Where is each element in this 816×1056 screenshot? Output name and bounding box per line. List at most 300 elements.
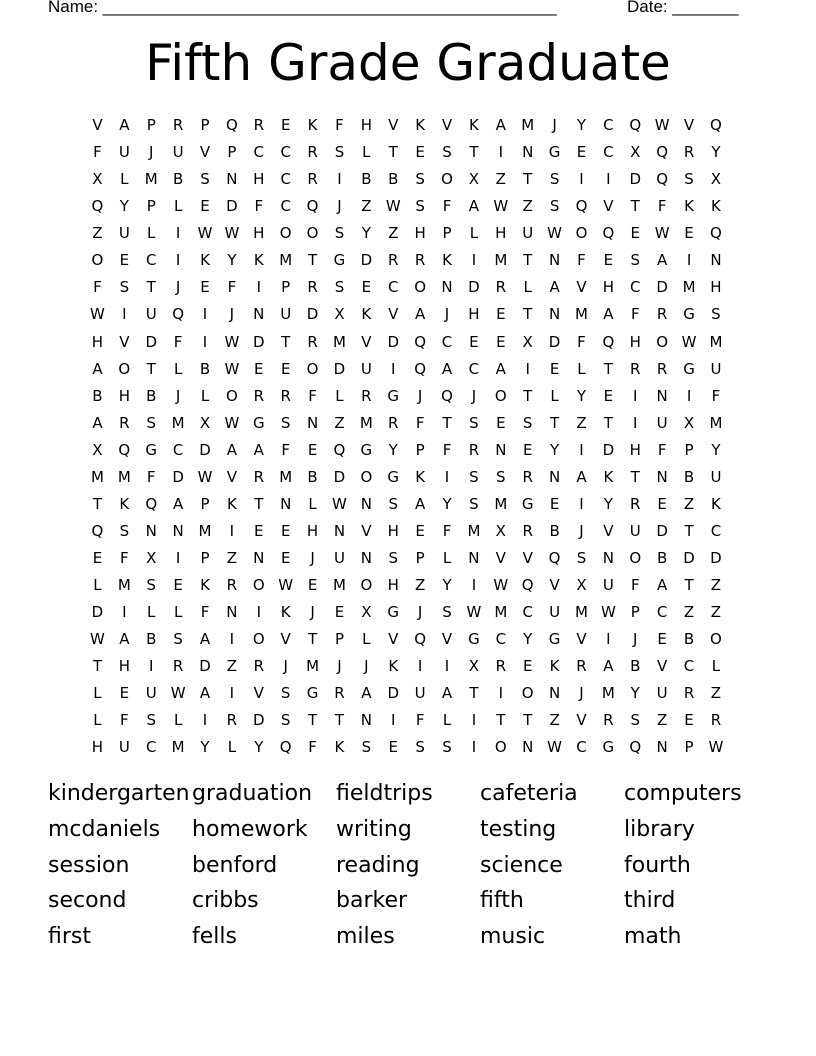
- grid-letter: S: [146, 413, 156, 432]
- name-field: Name: ________________________________________________: [48, 0, 557, 16]
- grid-letter: I: [391, 359, 396, 378]
- grid-letter: Y: [254, 738, 264, 757]
- grid-letter: F: [120, 711, 129, 730]
- grid-letter: I: [256, 603, 261, 622]
- grid-letter: E: [603, 386, 614, 405]
- grid-letter: F: [630, 576, 640, 595]
- grid-letter: R: [414, 251, 426, 270]
- grid-letter: Y: [576, 386, 587, 405]
- grid-letter: V: [361, 521, 372, 540]
- grid-letter: Q: [414, 332, 427, 351]
- grid-letter: T: [92, 657, 103, 676]
- grid-letter: M: [332, 576, 346, 595]
- grid-letter: X: [92, 440, 103, 459]
- grid-letter: O: [710, 630, 722, 649]
- word-bank-item: first: [48, 924, 91, 950]
- grid-letter: B: [172, 170, 184, 189]
- grid-letter: I: [229, 630, 235, 649]
- grid-letter: V: [199, 143, 211, 162]
- grid-letter: K: [684, 197, 694, 216]
- grid-letter: Q: [575, 197, 588, 216]
- grid-letter: E: [415, 143, 425, 162]
- grid-letter: P: [146, 116, 156, 134]
- grid-letter: C: [656, 603, 668, 622]
- grid-letter: P: [200, 494, 210, 513]
- grid-letter: V: [683, 116, 695, 134]
- grid-letter: Y: [603, 494, 613, 513]
- grid-letter: U: [172, 143, 184, 162]
- grid-letter: W: [493, 197, 509, 216]
- grid-letter: Y: [361, 224, 371, 243]
- grid-letter: W: [600, 603, 616, 622]
- grid-letter: A: [657, 576, 668, 595]
- grid-letter: I: [417, 657, 423, 676]
- grid-letter: N: [522, 738, 534, 757]
- grid-letter: E: [254, 521, 264, 540]
- grid-letter: A: [603, 657, 614, 676]
- grid-letter: C: [280, 143, 291, 162]
- word-bank-item: fells: [192, 924, 237, 950]
- grid-letter: M: [575, 603, 588, 622]
- grid-letter: N: [253, 305, 265, 324]
- grid-letter: C: [683, 657, 695, 676]
- grid-letter: V: [522, 549, 533, 567]
- grid-letter: U: [145, 684, 157, 703]
- grid-letter: E: [280, 521, 291, 540]
- grid-letter: I: [633, 413, 638, 432]
- grid-letter: R: [522, 467, 533, 486]
- grid-letter: Q: [118, 440, 131, 459]
- grid-letter: Y: [442, 494, 452, 513]
- grid-letter: O: [279, 224, 292, 243]
- grid-letter: Q: [441, 386, 453, 405]
- grid-letter: P: [334, 630, 344, 649]
- grid-letter: Z: [334, 413, 345, 432]
- grid-letter: E: [280, 549, 291, 567]
- grid-letter: T: [684, 576, 694, 595]
- grid-letter: X: [630, 143, 641, 162]
- grid-letter: S: [280, 684, 291, 703]
- grid-letter: L: [93, 711, 102, 730]
- grid-letter: H: [118, 386, 130, 405]
- grid-letter: B: [361, 170, 372, 189]
- grid-letter: S: [334, 278, 345, 297]
- grid-letter: D: [602, 440, 615, 459]
- grid-letter: O: [414, 278, 427, 297]
- word-bank-item: writing: [336, 816, 412, 842]
- grid-letter: C: [495, 630, 507, 649]
- grid-letter: S: [280, 413, 291, 432]
- grid-letter: N: [656, 386, 668, 405]
- grid-letter: I: [471, 738, 477, 757]
- grid-letter: A: [603, 305, 614, 324]
- grid-letter: N: [360, 549, 372, 567]
- grid-letter: V: [603, 521, 614, 540]
- grid-letter: P: [281, 278, 291, 297]
- grid-letter: I: [471, 711, 477, 730]
- grid-letter: C: [603, 116, 614, 134]
- grid-letter: E: [684, 711, 694, 730]
- grid-letter: I: [606, 630, 611, 649]
- grid-letter: K: [711, 197, 721, 216]
- grid-letter: S: [469, 494, 479, 513]
- grid-letter: S: [549, 197, 560, 216]
- grid-letter: Q: [548, 549, 561, 567]
- grid-letter: E: [603, 251, 614, 270]
- grid-letter: J: [633, 630, 638, 649]
- grid-letter: S: [684, 170, 694, 189]
- grid-letter: F: [657, 440, 667, 459]
- grid-letter: M: [521, 116, 535, 134]
- grid-letter: B: [683, 467, 695, 486]
- grid-letter: F: [93, 278, 102, 297]
- grid-letter: F: [120, 549, 129, 567]
- page-title: Fifth Grade Graduate: [145, 34, 671, 92]
- grid-letter: I: [229, 521, 235, 540]
- grid-letter: R: [253, 386, 264, 405]
- grid-letter: C: [603, 143, 614, 162]
- grid-letter: Q: [91, 521, 104, 540]
- grid-letter: J: [444, 305, 450, 324]
- grid-letter: W: [197, 467, 213, 486]
- grid-letter: R: [307, 332, 318, 351]
- grid-letter: M: [117, 576, 131, 595]
- grid-letter: M: [601, 684, 615, 703]
- grid-letter: S: [630, 251, 641, 270]
- grid-letter: F: [415, 711, 425, 730]
- grid-letter: X: [468, 170, 480, 189]
- grid-letter: H: [360, 116, 372, 134]
- grid-letter: E: [549, 494, 560, 513]
- grid-letter: E: [496, 305, 506, 324]
- word-bank-item: music: [480, 924, 546, 950]
- grid-letter: M: [709, 332, 723, 351]
- grid-letter: Q: [91, 197, 104, 216]
- grid-letter: C: [710, 521, 722, 540]
- grid-letter: B: [630, 657, 641, 676]
- grid-letter: N: [172, 521, 184, 540]
- grid-letter: J: [149, 143, 154, 162]
- grid-letter: H: [629, 440, 641, 459]
- word-bank-item: fieldtrips: [336, 781, 433, 806]
- grid-letter: D: [387, 684, 400, 703]
- grid-letter: L: [200, 386, 210, 405]
- grid-letter: M: [306, 657, 320, 676]
- grid-letter: T: [254, 494, 264, 513]
- grid-letter: M: [171, 413, 185, 432]
- word-bank-item: barker: [336, 888, 408, 914]
- grid-letter: N: [226, 603, 238, 622]
- grid-letter: Z: [226, 549, 238, 567]
- grid-letter: X: [468, 657, 480, 676]
- grid-letter: E: [415, 521, 425, 540]
- grid-letter: G: [683, 359, 695, 378]
- grid-letter: Q: [225, 116, 238, 134]
- date-field: Date: _______: [627, 0, 739, 16]
- grid-letter: T: [523, 711, 533, 730]
- grid-letter: A: [119, 116, 130, 134]
- grid-letter: G: [252, 413, 265, 432]
- grid-letter: R: [334, 684, 345, 703]
- grid-letter: S: [361, 738, 372, 757]
- grid-letter: O: [306, 359, 319, 378]
- grid-letter: R: [683, 143, 695, 162]
- grid-letter: T: [496, 711, 506, 730]
- grid-letter: A: [495, 359, 506, 378]
- grid-letter: G: [387, 467, 400, 486]
- grid-letter: X: [495, 521, 506, 540]
- grid-letter: R: [388, 251, 399, 270]
- grid-letter: I: [579, 170, 584, 189]
- grid-letter: L: [120, 170, 129, 189]
- grid-letter: D: [199, 440, 211, 459]
- grid-letter: H: [387, 521, 399, 540]
- grid-letter: O: [441, 170, 453, 189]
- grid-letter: U: [414, 684, 426, 703]
- word-bank-item: mcdaniels: [48, 816, 161, 842]
- grid-letter: L: [469, 224, 479, 243]
- grid-letter: I: [633, 386, 638, 405]
- grid-letter: K: [388, 657, 399, 676]
- grid-letter: N: [360, 494, 372, 513]
- grid-letter: G: [683, 305, 695, 324]
- grid-letter: Z: [495, 170, 506, 189]
- grid-letter: G: [602, 738, 615, 757]
- grid-letter: A: [92, 359, 103, 378]
- grid-letter: D: [656, 521, 668, 540]
- grid-letter: K: [361, 305, 372, 324]
- grid-letter: O: [306, 224, 319, 243]
- grid-letter: M: [198, 521, 212, 540]
- grid-letter: W: [224, 359, 240, 378]
- grid-letter: I: [606, 170, 611, 189]
- grid-letter: A: [415, 494, 426, 513]
- grid-letter: A: [549, 278, 560, 297]
- grid-letter: L: [442, 711, 452, 730]
- grid-letter: P: [442, 224, 452, 243]
- grid-letter: D: [656, 278, 668, 297]
- grid-letter: H: [91, 332, 104, 351]
- grid-letter: J: [471, 386, 477, 405]
- grid-letter: O: [252, 630, 265, 649]
- word-bank-item: testing: [480, 816, 557, 842]
- grid-letter: A: [468, 197, 480, 216]
- grid-letter: S: [415, 738, 425, 757]
- grid-letter: K: [468, 116, 479, 134]
- grid-letter: Z: [710, 603, 722, 622]
- grid-letter: N: [226, 170, 238, 189]
- grid-letter: U: [118, 738, 130, 757]
- grid-letter: I: [391, 711, 396, 730]
- grid-letter: U: [360, 359, 372, 378]
- grid-letter: C: [388, 278, 399, 297]
- grid-letter: M: [494, 603, 508, 622]
- grid-letter: O: [225, 386, 238, 405]
- grid-letter: P: [415, 440, 425, 459]
- grid-letter: H: [414, 224, 426, 243]
- grid-letter: A: [226, 440, 238, 459]
- grid-letter: C: [145, 251, 157, 270]
- grid-letter: P: [200, 116, 210, 134]
- word-bank-item: cribbs: [192, 888, 259, 914]
- grid-letter: R: [172, 657, 184, 676]
- grid-letter: V: [441, 116, 453, 134]
- grid-letter: D: [199, 657, 211, 676]
- grid-letter: Y: [227, 251, 237, 270]
- grid-letter: Q: [710, 224, 722, 243]
- grid-letter: L: [442, 549, 452, 567]
- grid-letter: L: [173, 711, 183, 730]
- grid-letter: Q: [414, 359, 427, 378]
- grid-letter: F: [93, 143, 102, 162]
- grid-letter: T: [603, 359, 613, 378]
- grid-letter: C: [253, 143, 265, 162]
- grid-letter: T: [469, 143, 479, 162]
- grid-letter: N: [333, 521, 346, 540]
- grid-letter: E: [684, 224, 694, 243]
- grid-letter: A: [119, 630, 130, 649]
- grid-letter: T: [469, 684, 479, 703]
- grid-letter: R: [495, 657, 507, 676]
- grid-letter: M: [575, 305, 588, 324]
- grid-letter: X: [522, 332, 533, 351]
- grid-letter: I: [444, 657, 450, 676]
- grid-letter: L: [711, 657, 721, 676]
- grid-letter: B: [146, 630, 157, 649]
- grid-letter: G: [521, 494, 534, 513]
- grid-letter: U: [629, 521, 641, 540]
- grid-letter: Q: [656, 170, 669, 189]
- grid-letter: C: [441, 332, 453, 351]
- grid-letter: R: [253, 657, 264, 676]
- grid-letter: V: [226, 467, 238, 486]
- grid-letter: J: [579, 521, 584, 540]
- grid-letter: V: [92, 116, 103, 134]
- grid-letter: J: [310, 549, 315, 567]
- grid-letter: N: [253, 549, 265, 567]
- word-bank-item: computers: [624, 781, 742, 806]
- grid-letter: J: [283, 657, 288, 676]
- grid-letter: V: [388, 116, 399, 134]
- grid-letter: W: [224, 332, 240, 351]
- grid-letter: R: [307, 170, 318, 189]
- grid-letter: I: [686, 386, 692, 405]
- grid-letter: T: [630, 467, 640, 486]
- grid-letter: L: [362, 143, 371, 162]
- grid-letter: D: [145, 332, 157, 351]
- grid-letter: G: [387, 603, 400, 622]
- grid-letter: K: [200, 251, 210, 270]
- grid-letter: K: [119, 494, 130, 513]
- grid-letter: Q: [333, 440, 346, 459]
- word-bank-item: reading: [336, 852, 420, 878]
- grid-letter: Q: [306, 197, 319, 216]
- grid-letter: V: [119, 332, 130, 351]
- grid-letter: T: [523, 251, 533, 270]
- grid-letter: Q: [521, 576, 534, 595]
- grid-letter: C: [280, 170, 291, 189]
- grid-letter: Q: [602, 224, 615, 243]
- grid-letter: Y: [442, 576, 452, 595]
- grid-letter: N: [548, 684, 561, 703]
- grid-letter: S: [334, 143, 345, 162]
- grid-letter: E: [280, 359, 291, 378]
- grid-letter: L: [173, 603, 183, 622]
- grid-letter: L: [93, 576, 102, 595]
- grid-letter: E: [522, 657, 533, 676]
- grid-letter: D: [306, 305, 319, 324]
- grid-letter: D: [683, 549, 695, 567]
- grid-letter: O: [360, 576, 373, 595]
- grid-letter: S: [388, 494, 398, 513]
- grid-letter: G: [548, 630, 561, 649]
- grid-letter: T: [307, 630, 318, 649]
- grid-letter: I: [175, 224, 181, 243]
- grid-letter: G: [333, 251, 346, 270]
- grid-letter: M: [709, 413, 723, 432]
- grid-letter: N: [656, 738, 668, 757]
- grid-letter: J: [175, 278, 181, 297]
- grid-letter: E: [388, 738, 398, 757]
- grid-letter: E: [173, 576, 183, 595]
- grid-letter: R: [522, 521, 533, 540]
- grid-letter: B: [388, 170, 399, 189]
- grid-letter: F: [200, 603, 210, 622]
- grid-letter: V: [576, 278, 587, 297]
- grid-letter: R: [253, 467, 264, 486]
- grid-letter: F: [577, 251, 586, 270]
- grid-letter: Q: [172, 305, 185, 324]
- grid-letter: U: [280, 305, 292, 324]
- grid-letter: G: [468, 630, 480, 649]
- grid-letter: O: [521, 684, 534, 703]
- grid-letter: J: [552, 116, 557, 134]
- grid-letter: I: [202, 332, 208, 351]
- grid-letter: K: [549, 657, 560, 676]
- grid-letter: I: [337, 170, 342, 189]
- grid-letter: R: [576, 657, 587, 676]
- grid-letter: L: [523, 278, 532, 297]
- grid-letter: V: [441, 630, 453, 649]
- grid-letter: F: [442, 197, 452, 216]
- grid-letter: W: [493, 576, 509, 595]
- grid-letter: N: [522, 143, 534, 162]
- grid-letter: S: [200, 170, 210, 189]
- grid-letter: M: [171, 738, 185, 757]
- word-bank-item: homework: [192, 816, 308, 842]
- grid-letter: A: [441, 684, 453, 703]
- grid-letter: F: [711, 386, 721, 405]
- grid-letter: X: [361, 603, 372, 622]
- grid-letter: Z: [657, 711, 668, 730]
- grid-letter: M: [467, 521, 481, 540]
- grid-letter: N: [441, 278, 453, 297]
- grid-letter: N: [280, 494, 292, 513]
- grid-letter: U: [656, 413, 668, 432]
- grid-letter: R: [495, 278, 507, 297]
- grid-letter: S: [280, 711, 291, 730]
- grid-letter: K: [415, 467, 426, 486]
- grid-letter: Y: [119, 197, 129, 216]
- grid-letter: O: [494, 386, 507, 405]
- grid-letter: O: [629, 549, 642, 567]
- grid-letter: N: [145, 521, 157, 540]
- grid-letter: T: [334, 711, 345, 730]
- grid-letter: A: [495, 116, 506, 134]
- grid-letter: T: [146, 278, 156, 297]
- word-bank-item: kindergarten: [48, 781, 190, 806]
- grid-letter: I: [471, 251, 477, 270]
